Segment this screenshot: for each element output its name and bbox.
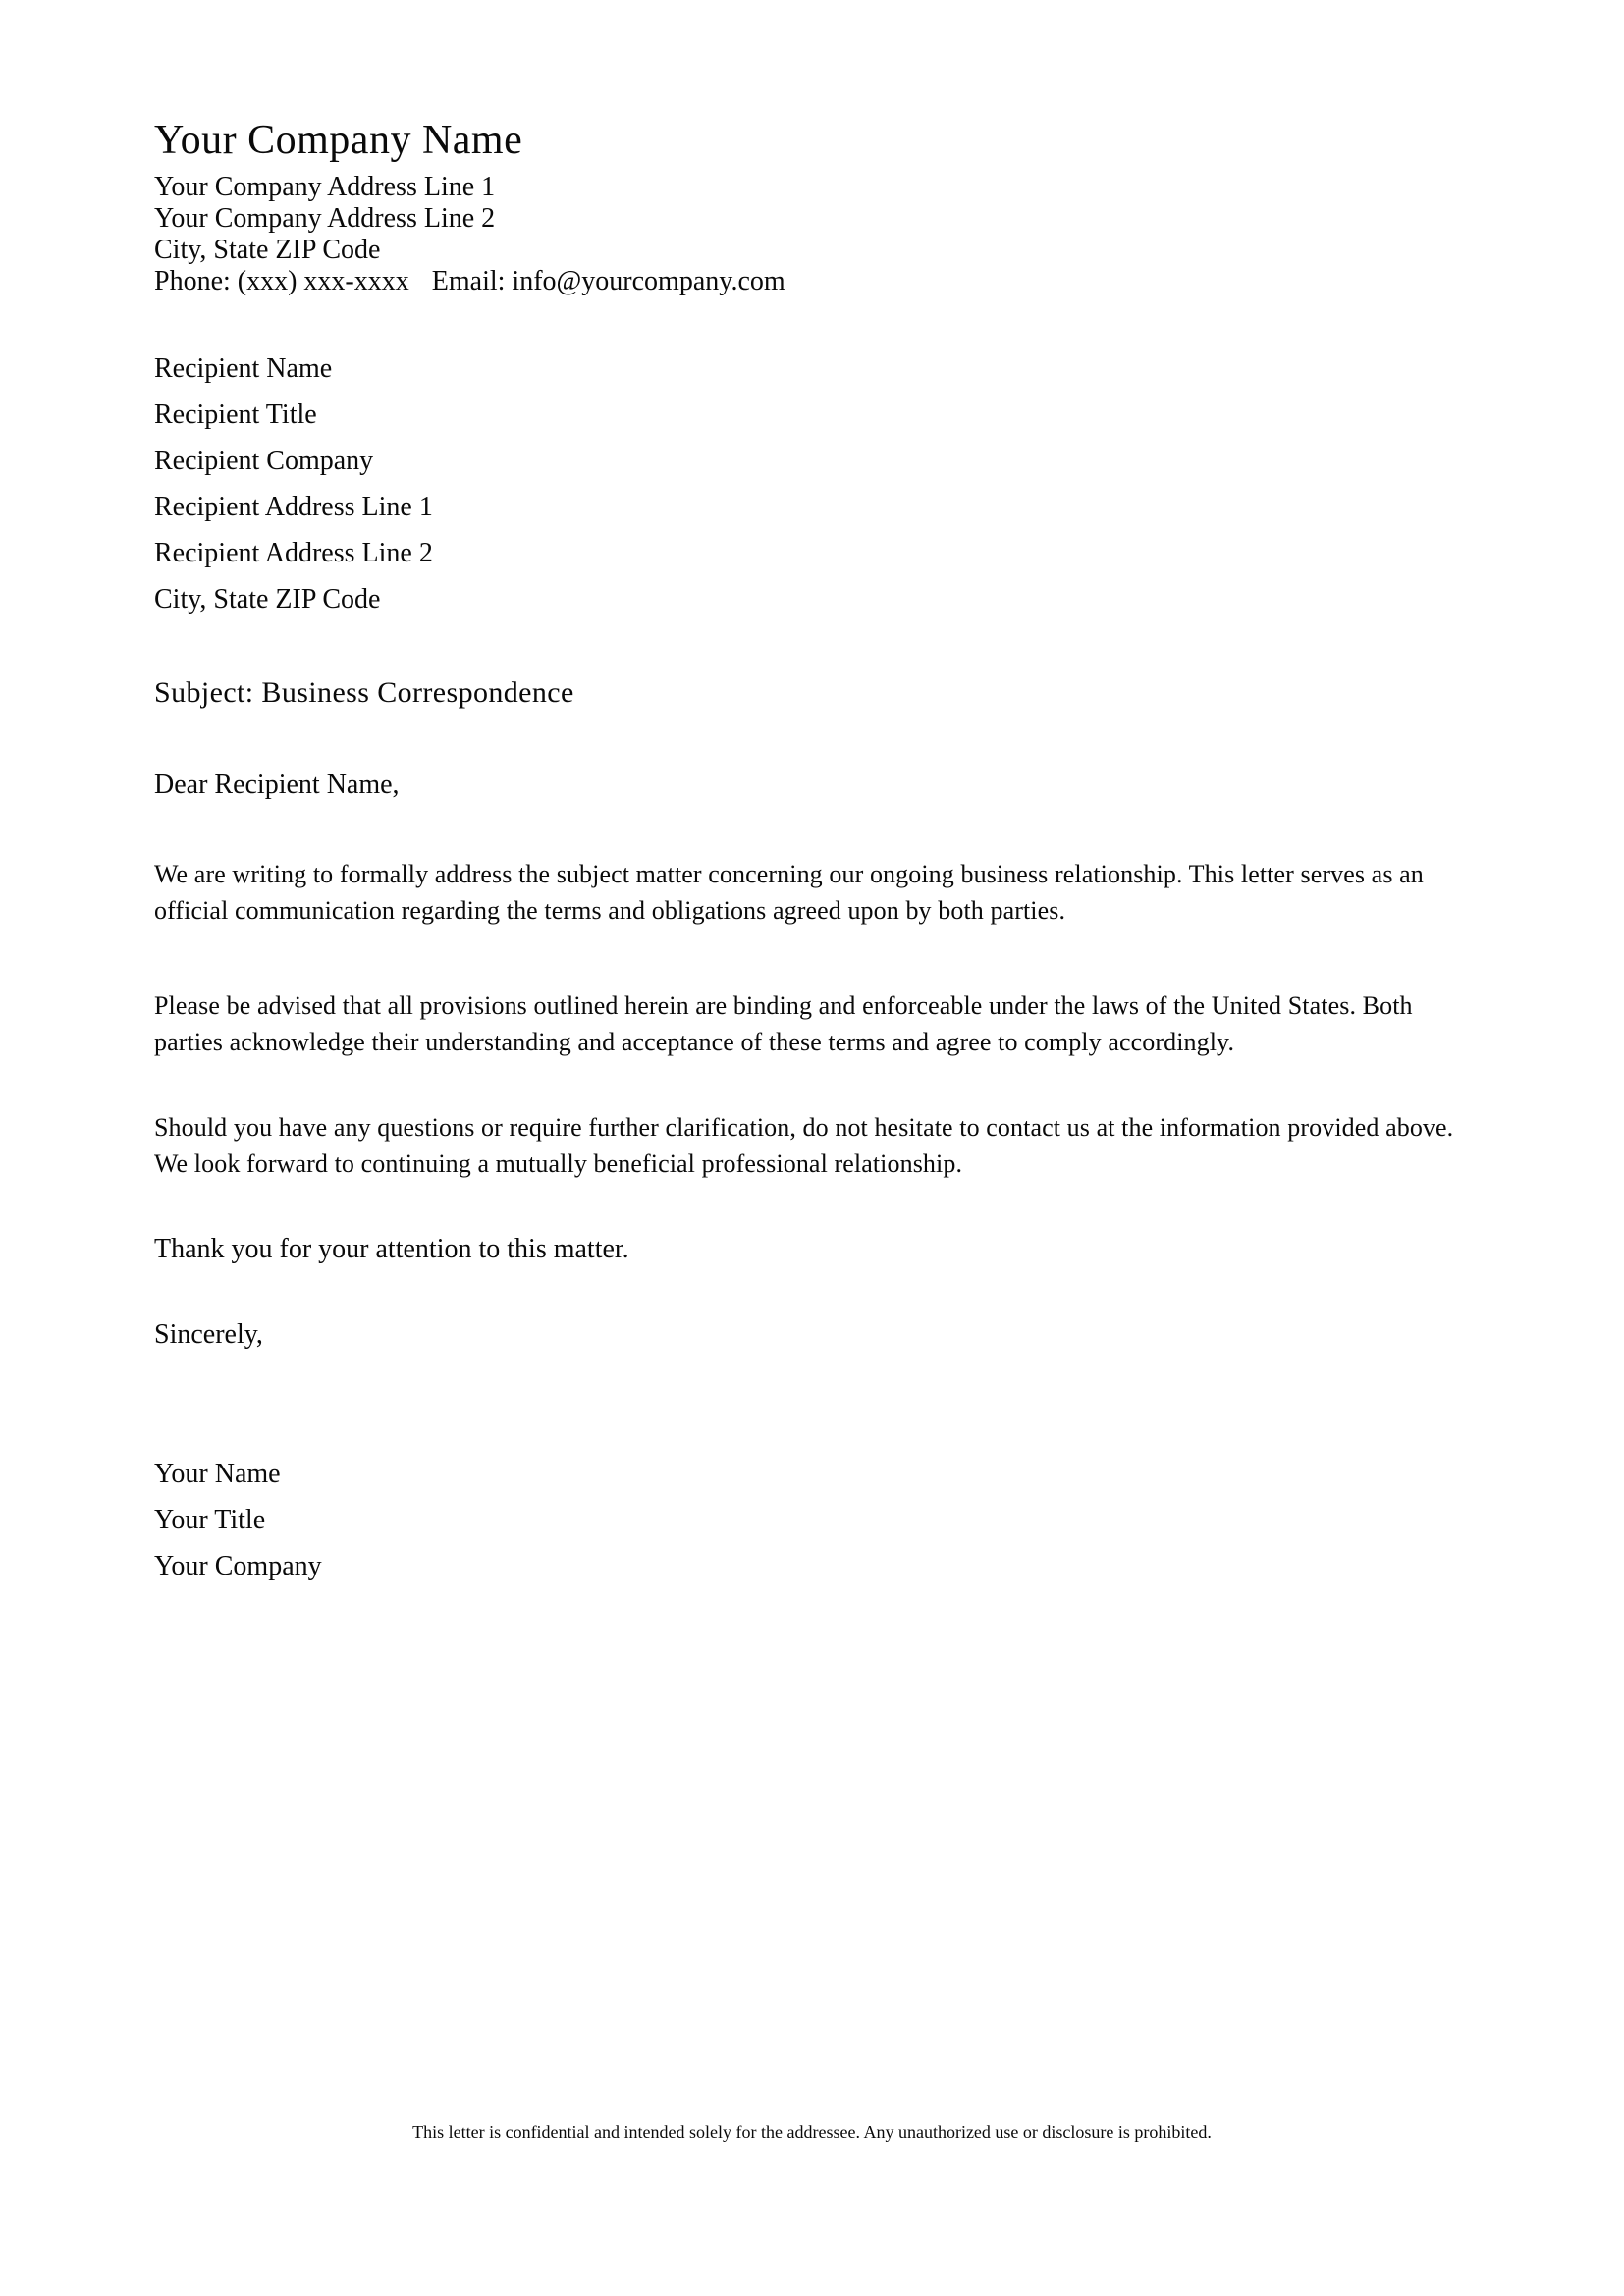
sender-address-line-1: Your Company Address Line 1 (154, 172, 496, 203)
recipient-address-line-1: Recipient Address Line 1 (154, 492, 433, 522)
signature-block (154, 1451, 1470, 1589)
body-paragraph-3: Should you have any questions or require further clarification, do not hesitate to contact us at the information provided above. We look forward to continuing a mutually beneficial professional relationship. (154, 1113, 1454, 1178)
sender-email: Email: info@yourcompany.com (431, 266, 785, 297)
recipient-title: Recipient Title (154, 400, 317, 430)
body-paragraph-2: Please be advised that all provisions outlined herein are binding and enforceable under the laws of the United States. Both parties acknowledge their understanding and acceptance of these terms and agree to comply accordingly. (154, 991, 1413, 1056)
valediction: Sincerely, (154, 1319, 263, 1350)
sender-phone: Phone: (xxx) xxx-xxxx (154, 266, 409, 297)
signature-title: Your Title (154, 1505, 266, 1535)
sender-contact-line (154, 266, 1470, 297)
subject-line: Subject: Business Correspondence (154, 676, 574, 709)
recipient-block (154, 346, 1470, 622)
recipient-name: Recipient Name (154, 353, 333, 384)
closing-thanks: Thank you for your attention to this matter. (154, 1234, 629, 1264)
signature-name: Your Name (154, 1459, 281, 1489)
body-paragraph-1: We are writing to formally address the subject matter concerning our ongoing business relationship. This letter serves as an official communication regarding the terms and obligations agreed upon by both parties. (154, 860, 1424, 925)
recipient-company: Recipient Company (154, 446, 374, 476)
salutation: Dear Recipient Name, (154, 770, 400, 800)
sender-company-name: Your Company Name (154, 118, 523, 163)
sender-city-state-zip: City, State ZIP Code (154, 235, 381, 266)
sender-block (154, 116, 1470, 297)
sender-address-line-2: Your Company Address Line 2 (154, 203, 496, 235)
confidentiality-footer: This letter is confidential and intended solely for the addressee. Any unauthorized use or disclosure is prohibited. (412, 2122, 1212, 2142)
signature-company: Your Company (154, 1551, 322, 1581)
recipient-city-state-zip: City, State ZIP Code (154, 584, 381, 614)
recipient-address-line-2: Recipient Address Line 2 (154, 538, 433, 568)
